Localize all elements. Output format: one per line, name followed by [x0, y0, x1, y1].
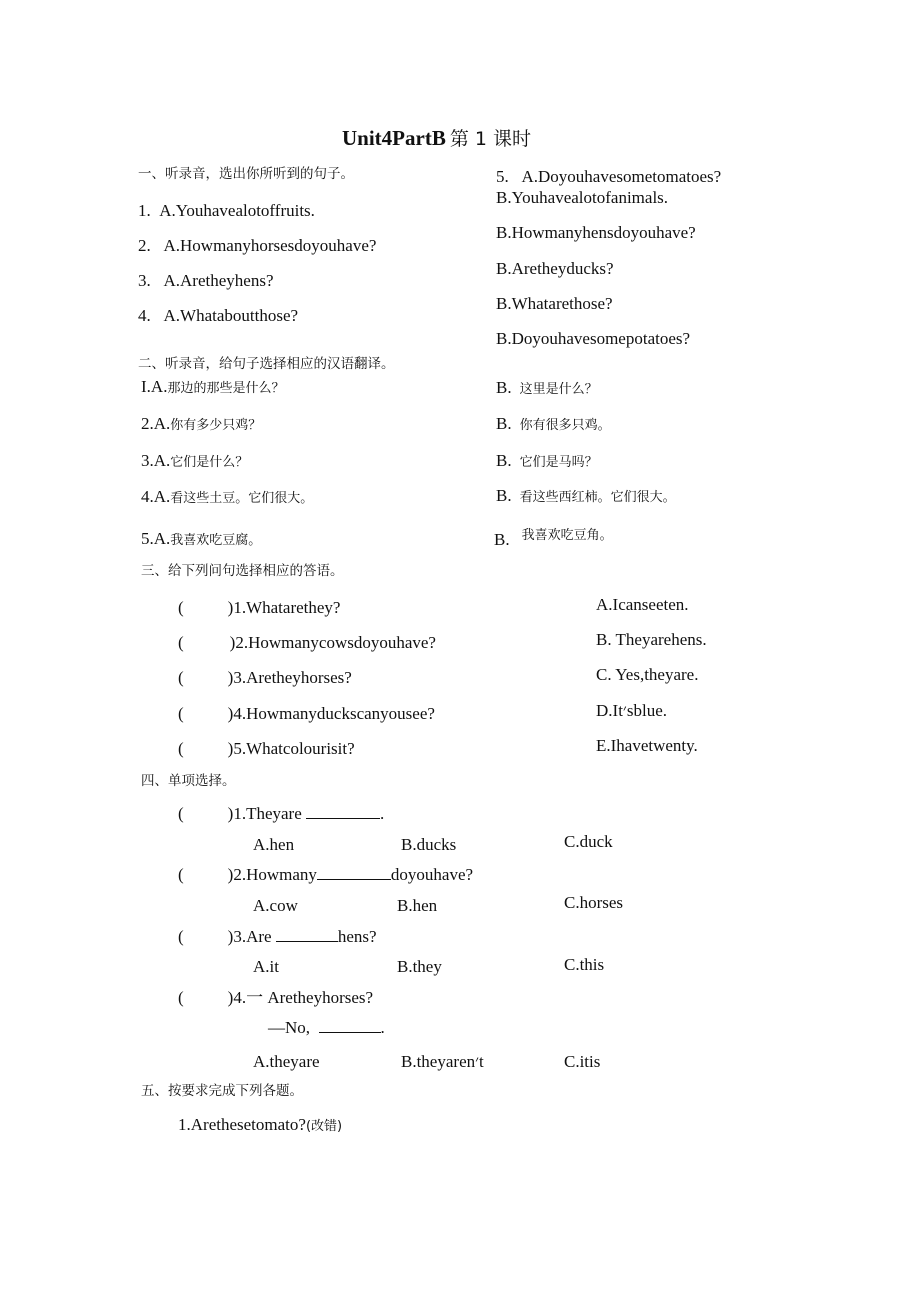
s4-q2-option-a[interactable]: A.cow [253, 896, 298, 915]
blank-line[interactable] [319, 1019, 381, 1033]
s1-item-3-b: B.Aretheyducks? [496, 259, 614, 278]
s4-q1-option-a[interactable]: A.hen [253, 835, 295, 854]
s4-question-1[interactable]: ( )1.Theyare . [178, 804, 385, 823]
s4-q1-option-b[interactable]: B.ducks [401, 835, 457, 854]
s1-item-3-a: 3. A.Aretheyhens? [138, 271, 274, 290]
s4-q4-option-b[interactable]: B.theyaren׳t [401, 1052, 484, 1071]
s4-q1-option-c[interactable]: C.duck [564, 832, 613, 851]
s4-q4-option-c[interactable]: C.itis [564, 1052, 601, 1071]
s3-answer-c: C. Yes,theyare. [596, 665, 699, 684]
s4-q3-option-a[interactable]: A.it [253, 957, 279, 976]
s1-item-2-b: B.Howmanyhensdoyouhave? [496, 223, 696, 242]
section-2-heading: 二、听录音，给句子选择相应的汉语翻译。 [138, 356, 395, 372]
s1-item-2-a: 2. A.Howmanyhorsesdoyouhave? [138, 236, 377, 255]
s4-q4-option-a[interactable]: A.theyare [253, 1052, 320, 1071]
s4-question-3[interactable]: ( )3.Are hens? [178, 927, 377, 946]
blank-line[interactable] [306, 805, 380, 819]
s2-item-1-b: B. 这里是什么？ [496, 378, 598, 397]
s4-q3-option-b[interactable]: B.they [397, 957, 442, 976]
s3-question-1[interactable]: ( )1.Whatarethey? [178, 598, 341, 617]
s3-question-4[interactable]: ( )4.Howmanyduckscanyousee? [178, 704, 435, 723]
s2-item-2-a: 2.A.你有多少只鸡？ [141, 414, 262, 433]
blank-line[interactable] [276, 928, 338, 942]
s3-answer-b: B. Theyarehens. [596, 630, 707, 649]
s4-q2-option-b[interactable]: B.hen [397, 896, 438, 915]
s3-question-3[interactable]: ( )3.Aretheyhorses? [178, 668, 352, 687]
section-1-heading: 一、听录音，选出你所听到的句子。 [138, 166, 354, 182]
s2-item-4-a: 4.A.看这些土豆。它们很大。 [141, 487, 314, 506]
section-5-heading: 五、按要求完成下列各题。 [141, 1083, 303, 1099]
s2-item-3-a: 3.A.它们是什么？ [141, 451, 249, 470]
title-english: Unit4PartB [342, 126, 446, 150]
s1-item-5-b: B.Doyouhavesomepotatoes? [496, 329, 691, 348]
section-3-heading: 三、给下列问句选择相应的答语。 [141, 563, 344, 579]
s3-answer-d: D.It׳sblue. [596, 701, 667, 720]
s2-item-5-b: B. 我喜欢吃豆角。 [494, 528, 613, 549]
s4-question-4-line-2[interactable]: —No, . [268, 1018, 385, 1037]
s1-item-4-b: B.Whatarethose? [496, 294, 613, 313]
s2-item-1-a: I.A.那边的那些是什么？ [141, 377, 285, 396]
s4-q2-option-c[interactable]: C.horses [564, 893, 624, 912]
s2-item-3-b: B. 它们是马吗？ [496, 451, 598, 470]
s4-question-2[interactable]: ( )2.Howmany doyouhave? [178, 865, 474, 884]
section-4-heading: 四、单项选择。 [141, 773, 236, 789]
s2-item-5-a: 5.A.我喜欢吃豆腐。 [141, 529, 262, 548]
s2-item-2-b: B. 你有很多只鸡。 [496, 414, 611, 433]
s1-item-1-a: 1. A.Youhavealotoffruits. [138, 201, 315, 220]
blank-line[interactable] [317, 866, 391, 880]
s5-item-1: 1.Arethesetomato?(改错) [178, 1115, 343, 1134]
s1-item-4-a: 4. A.Whataboutthose? [138, 306, 299, 325]
s1-item-5-a: 5. A.Doyouhavesometomatoes? [496, 167, 722, 186]
s3-question-5[interactable]: ( )5.Whatcolourisit? [178, 739, 355, 758]
s3-answer-a: A.Icanseeten. [596, 595, 689, 614]
s3-question-2[interactable]: ( )2.Howmanycowsdoyouhave? [178, 633, 436, 652]
s4-question-4[interactable]: ( )4.一 Aretheyhorses? [178, 988, 374, 1007]
s4-q3-option-c[interactable]: C.this [564, 955, 605, 974]
s2-item-4-b: B. 看这些西红柿。它们很大。 [496, 486, 676, 505]
s3-answer-e: E.Ihavetwenty. [596, 736, 698, 755]
page-title [342, 128, 531, 149]
s1-item-1-b: B.Youhavealotofanimals. [496, 188, 669, 207]
title-chinese: 第 1 课时 [449, 128, 531, 150]
